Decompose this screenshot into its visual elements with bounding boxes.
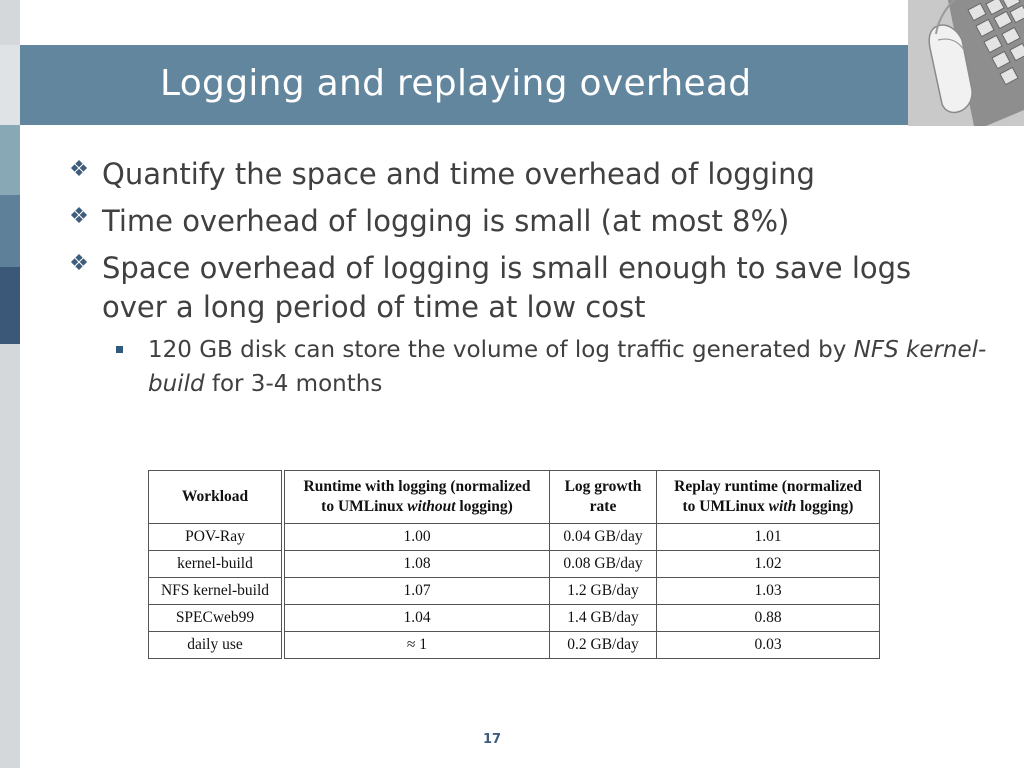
- bullet-item: [66, 249, 922, 327]
- cell-runtime: 1.04: [283, 605, 550, 632]
- overhead-table: [148, 470, 880, 659]
- left-decor-strip: [0, 45, 20, 125]
- cell-runtime: 1.08: [283, 551, 550, 578]
- diamond-bullet-icon: ❖: [69, 157, 89, 182]
- cell-log-growth: 1.2 GB/day: [550, 578, 657, 605]
- cell-workload: SPECweb99: [149, 605, 284, 632]
- cell-replay: 1.03: [657, 578, 880, 605]
- left-decor-strip: [0, 125, 20, 195]
- bullet-item: [66, 202, 986, 241]
- diamond-bullet-icon: ❖: [69, 204, 89, 229]
- cell-workload: NFS kernel-build: [149, 578, 284, 605]
- left-decor-strip: [0, 267, 20, 344]
- table-row: [149, 632, 880, 659]
- cell-workload: kernel-build: [149, 551, 284, 578]
- keyboard-mouse-icon: [908, 0, 1024, 126]
- cell-runtime: ≈ 1: [283, 632, 550, 659]
- cell-log-growth: 0.2 GB/day: [550, 632, 657, 659]
- page-number: 17: [482, 732, 502, 747]
- table-row: [149, 551, 880, 578]
- left-decor-strip: [0, 195, 20, 267]
- title-bar: [20, 45, 910, 125]
- bullet-item: [66, 155, 986, 194]
- table-header-row: [149, 471, 880, 524]
- bullet-text: Time overhead of logging is small (at most 8%): [102, 204, 790, 238]
- cell-log-growth: 0.08 GB/day: [550, 551, 657, 578]
- cell-runtime: 1.07: [283, 578, 550, 605]
- bullet-text: Space overhead of logging is small enough to save logs over a long period of time at low cost: [102, 251, 912, 324]
- cell-log-growth: 0.04 GB/day: [550, 524, 657, 551]
- cell-replay: 1.01: [657, 524, 880, 551]
- cell-runtime: 1.00: [283, 524, 550, 551]
- cell-replay: 1.02: [657, 551, 880, 578]
- diamond-bullet-icon: ❖: [69, 251, 89, 276]
- header-workload: Workload: [149, 471, 284, 524]
- square-bullet-icon: [116, 346, 123, 353]
- sub-bullet-text-end: for 3-4 months: [204, 371, 383, 397]
- header-runtime: Runtime with logging (normalized to UMLinux without logging): [283, 471, 550, 524]
- table-row: [149, 605, 880, 632]
- table-row: [149, 524, 880, 551]
- cell-workload: daily use: [149, 632, 284, 659]
- sub-bullet-text: 120 GB disk can store the volume of log traffic generated by: [148, 337, 854, 363]
- cell-workload: POV-Ray: [149, 524, 284, 551]
- keyboard-mouse-photo: [908, 0, 1024, 126]
- bullet-text: Quantify the space and time overhead of logging: [102, 157, 815, 191]
- sub-bullet-item: [148, 333, 988, 401]
- bullet-list: [66, 155, 986, 401]
- cell-log-growth: 1.4 GB/day: [550, 605, 657, 632]
- cell-replay: 0.88: [657, 605, 880, 632]
- cell-replay: 0.03: [657, 632, 880, 659]
- header-log-growth: Log growth rate: [550, 471, 657, 524]
- slide-title: Logging and replaying overhead: [160, 63, 752, 104]
- table-row: [149, 578, 880, 605]
- header-replay: Replay runtime (normalized to UMLinux with logging): [657, 471, 880, 524]
- sub-bullet-emphasis: NFS kernel-build: [148, 337, 987, 397]
